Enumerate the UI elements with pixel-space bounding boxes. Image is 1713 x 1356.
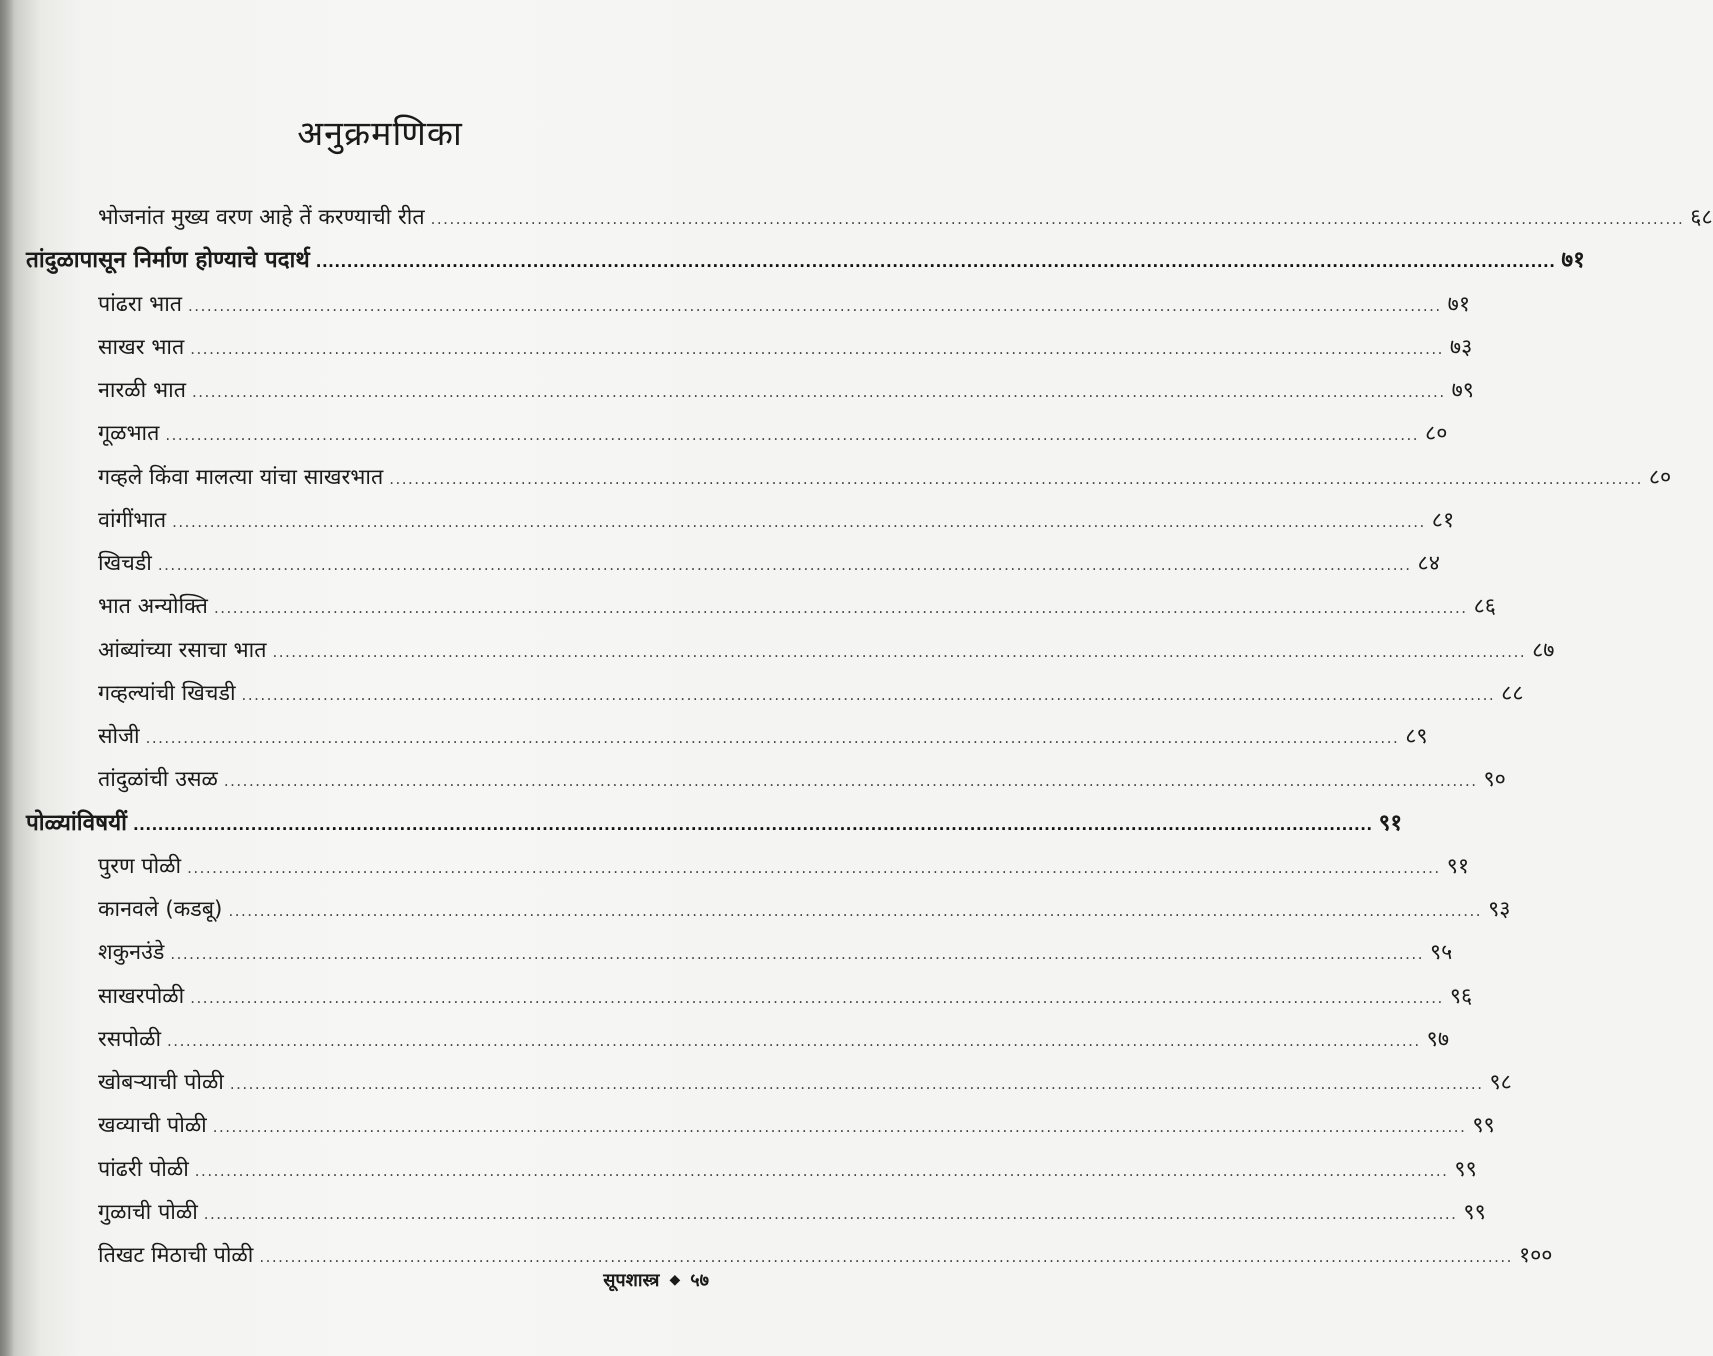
toc-entry [26, 975, 1473, 1018]
toc-entry-label: पुरण पोळी [98, 853, 182, 879]
table-of-contents [26, 196, 1713, 1277]
toc-section-heading [26, 802, 1403, 845]
dot-leader: ........................................................................................................................................................................................................ [194, 1161, 1449, 1180]
dot-leader: ........................................................................................................................................................................................................ [191, 383, 1446, 401]
toc-page-number: ८० [1425, 421, 1448, 447]
toc-entry-label: भोजनांत मुख्य वरण आहे तें करण्याची रीत [98, 205, 425, 230]
toc-entry [26, 845, 1470, 888]
toc-page-number: ९३ [1488, 897, 1511, 922]
toc-entry [26, 412, 1448, 455]
dot-leader: ........................................................................................................................................................................................................ [187, 858, 1441, 877]
page-gutter-shadow [0, 0, 14, 1356]
dot-leader: ........................................................................................................................................................................................................ [165, 426, 1420, 445]
toc-page-number: ८८ [1501, 680, 1524, 706]
dot-leader: ........................................................................................................................................................................................................ [212, 1118, 1467, 1137]
toc-page-number: १०० [1518, 1243, 1553, 1268]
toc-entry [26, 1018, 1450, 1061]
toc-entry-label: पोळ्यांविषयीं [26, 809, 127, 836]
dot-leader: ........................................................................................................................................................................................................ [167, 1031, 1421, 1050]
toc-entry-label: गव्हले किंवा मालत्या यांचा साखरभात [98, 464, 384, 490]
diamond-separator-icon: ◆ [669, 1272, 681, 1288]
toc-page-number: ७९ [1451, 378, 1474, 403]
toc-page-number: ७१ [1561, 247, 1585, 274]
toc-entry [26, 1191, 1486, 1234]
toc-entry [26, 283, 1471, 326]
toc-page-number: ९१ [1446, 853, 1470, 879]
toc-page-number: ८९ [1405, 724, 1428, 749]
dot-leader: ........................................................................................................................................................................................................ [272, 642, 1527, 661]
dot-leader: ........................................................................................................................................................................................................ [228, 902, 1483, 920]
toc-page-number: ७१ [1447, 291, 1471, 317]
toc-page-number: ७३ [1449, 334, 1473, 360]
toc-entry-label: साखर भात [98, 334, 185, 360]
dot-leader: ........................................................................................................................................................................................................ [315, 253, 1556, 272]
toc-page-number: ९८ [1489, 1070, 1512, 1095]
toc-page-number: ९० [1483, 767, 1506, 793]
toc-entry-label: खव्याची पोळी [98, 1113, 207, 1139]
toc-page-number: ९७ [1426, 1026, 1450, 1052]
dot-leader: ........................................................................................................................................................................................................ [223, 772, 1478, 791]
toc-entry [26, 672, 1524, 715]
toc-page-number: ८० [1648, 464, 1672, 490]
dot-leader: ........................................................................................................................................................................................................ [229, 1075, 1484, 1093]
toc-page-number: ९६ [1449, 983, 1473, 1009]
dot-leader: ........................................................................................................................................................................................................ [190, 339, 1444, 358]
toc-section-heading [26, 239, 1585, 282]
toc-entry [26, 369, 1474, 412]
footer-page-number: ५७ [690, 1270, 709, 1291]
page-footer [603, 1268, 709, 1292]
dot-leader: ........................................................................................................................................................................................................ [132, 815, 1373, 834]
toc-entry-label: सोजी [98, 724, 140, 749]
toc-entry [26, 499, 1455, 542]
toc-entry-label: साखरपोळी [98, 983, 185, 1009]
toc-entry-label: कानवले (कडबू) [98, 897, 223, 922]
dot-leader: ........................................................................................................................................................................................................ [213, 599, 1468, 618]
toc-entry [26, 931, 1453, 974]
toc-page-number: ९९ [1463, 1199, 1486, 1225]
toc-entry [26, 1104, 1495, 1147]
dot-leader: ........................................................................................................................................................................................................ [188, 296, 1442, 315]
toc-entry-label: पांढरी पोळी [98, 1156, 189, 1182]
toc-entry [26, 1148, 1477, 1191]
toc-entry-label: तांदुळांची उसळ [98, 767, 218, 793]
toc-entry [26, 758, 1506, 801]
toc-entry [26, 585, 1496, 628]
page-title: अनुक्रमणिका [297, 113, 463, 154]
toc-page-number: ६८ [1690, 205, 1713, 230]
toc-entry-label: शकुनउंडे [98, 940, 165, 966]
toc-entry-label: गूळभात [98, 421, 160, 447]
dot-leader: ........................................................................................................................................................................................................ [190, 988, 1444, 1007]
dot-leader: ........................................................................................................................................................................................................ [203, 1204, 1458, 1223]
dot-leader: ........................................................................................................................................................................................................ [145, 729, 1400, 747]
toc-entry [26, 326, 1473, 369]
dot-leader: ........................................................................................................................................................................................................ [170, 945, 1424, 964]
toc-entry [26, 629, 1555, 672]
toc-entry [26, 196, 1713, 239]
toc-entry-label: नारळी भात [98, 378, 186, 403]
toc-entry [26, 1061, 1512, 1104]
footer-book-title: सूपशास्त्र [603, 1270, 660, 1291]
toc-entry-label: गुळाची पोळी [98, 1199, 198, 1225]
dot-leader: ........................................................................................................................................................................................................ [241, 685, 1496, 704]
toc-page-number: ८४ [1417, 551, 1440, 576]
dot-leader: ........................................................................................................................................................................................................ [389, 469, 1643, 488]
toc-entry [26, 542, 1440, 585]
toc-entry-label: वांगींभात [98, 507, 167, 533]
toc-page-number: ९९ [1472, 1113, 1495, 1139]
toc-page-number: ८७ [1532, 637, 1555, 663]
toc-entry-label: भात अन्योक्ति [98, 594, 208, 620]
toc-entry [26, 888, 1511, 931]
dot-leader: ........................................................................................................................................................................................................ [172, 512, 1426, 531]
toc-page-number: ९५ [1429, 940, 1453, 966]
toc-entry-label: खिचडी [98, 551, 152, 576]
dot-leader: ........................................................................................................................................................................................................ [259, 1248, 1513, 1266]
toc-entry-label: तिखट मिठाची पोळी [98, 1243, 254, 1268]
toc-entry-label: गव्हल्यांची खिचडी [98, 680, 236, 706]
toc-entry-label: तांदुळापासून निर्माण होण्याचे पदार्थ [26, 247, 310, 274]
toc-entry-label: आंब्यांच्या रसाचा भात [98, 637, 267, 663]
toc-entry [26, 715, 1428, 758]
toc-page-number: ९१ [1378, 809, 1403, 836]
toc-page-number: ८१ [1431, 507, 1455, 533]
dot-leader: ........................................................................................................................................................................................................ [430, 210, 1685, 228]
toc-entry-label: रसपोळी [98, 1026, 162, 1052]
toc-page-number: ९९ [1454, 1156, 1477, 1182]
toc-page-number: ८६ [1473, 594, 1496, 620]
toc-entry-label: पांढरा भात [98, 291, 183, 317]
toc-entry [26, 456, 1672, 499]
dot-leader: ........................................................................................................................................................................................................ [157, 556, 1412, 574]
toc-entry-label: खोबऱ्याची पोळी [98, 1070, 224, 1095]
